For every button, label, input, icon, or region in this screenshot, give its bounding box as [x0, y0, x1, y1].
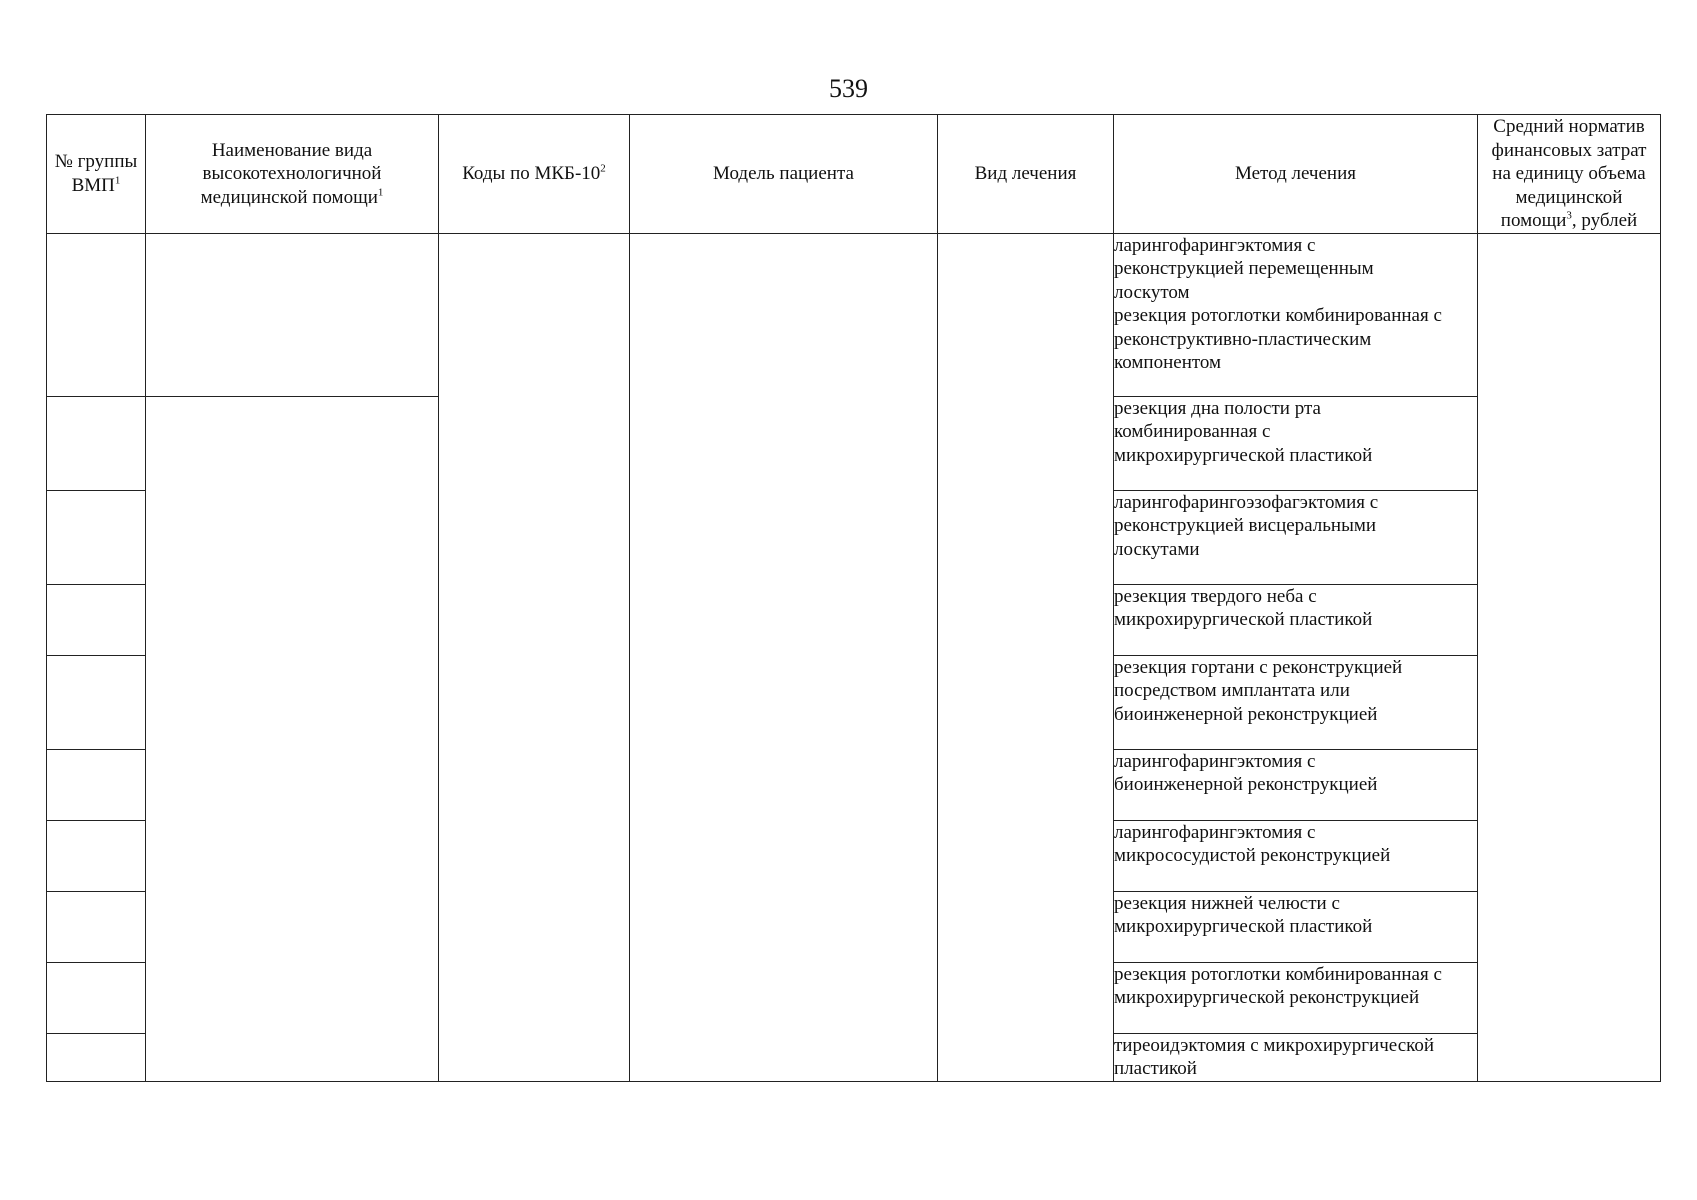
header-financial-norm: Средний норматив финансовых затрат на единицу объема медицинской помощи$^3$, рублей: [1478, 115, 1661, 234]
group-number-cell: [47, 490, 146, 584]
care-type-cell: [146, 233, 439, 396]
page-number: 539: [829, 74, 868, 103]
header-treatment-type: Вид лечения: [938, 115, 1114, 234]
group-number-cell: [47, 891, 146, 962]
group-number-cell: [47, 962, 146, 1033]
group-number-cell: [47, 584, 146, 655]
header-row: [47, 115, 1661, 234]
method-cell: резекция дна полости рта комбинированная с микрохирургической пластикой: [1114, 396, 1478, 490]
header-patient-model: Модель пациента: [630, 115, 938, 234]
method-cell: тиреоидэктомия с микрохирургической пластикой: [1114, 1033, 1478, 1081]
header-group-number: № группы ВМП$^1$: [47, 115, 146, 234]
header-treatment-method: Метод лечения: [1114, 115, 1478, 234]
icd10-codes-cell: [439, 233, 630, 1081]
table-row: [47, 233, 1661, 396]
group-number-cell: [47, 749, 146, 820]
care-type-cell: [146, 396, 439, 1081]
patient-model-cell: [630, 233, 938, 1081]
method-cell: резекция нижней челюсти с микрохирургической пластикой: [1114, 891, 1478, 962]
method-cell: резекция твердого неба с микрохирургической пластикой: [1114, 584, 1478, 655]
vmp-table: [46, 114, 1661, 1082]
method-cell: резекция гортани с реконструкцией посредством имплантата или биоинженерной реконструкцией: [1114, 655, 1478, 749]
method-cell: ларингофарингэктомия с биоинженерной реконструкцией: [1114, 749, 1478, 820]
group-number-cell: [47, 233, 146, 396]
treatment-type-cell: [938, 233, 1114, 1081]
header-care-type-name: Наименование вида высокотехнологичной медицинской помощи$^1$: [146, 115, 439, 234]
financial-norm-cell: [1478, 233, 1661, 1081]
group-number-cell: [47, 655, 146, 749]
group-number-cell: [47, 396, 146, 490]
method-cell: ларингофарингэктомия с реконструкцией перемещенным лоскутом резекция ротоглотки комбинированная с реконструктивно-пластическим компонентом: [1114, 233, 1478, 396]
method-cell: резекция ротоглотки комбинированная с микрохирургической реконструкцией: [1114, 962, 1478, 1033]
header-icd10-codes: Коды по МКБ-$10^2$: [439, 115, 630, 234]
method-cell: ларингофарингэктомия с микрососудистой реконструкцией: [1114, 820, 1478, 891]
group-number-cell: [47, 820, 146, 891]
group-number-cell: [47, 1033, 146, 1081]
method-cell: ларингофарингоэзофагэктомия с реконструкцией висцеральными лоскутами: [1114, 490, 1478, 584]
